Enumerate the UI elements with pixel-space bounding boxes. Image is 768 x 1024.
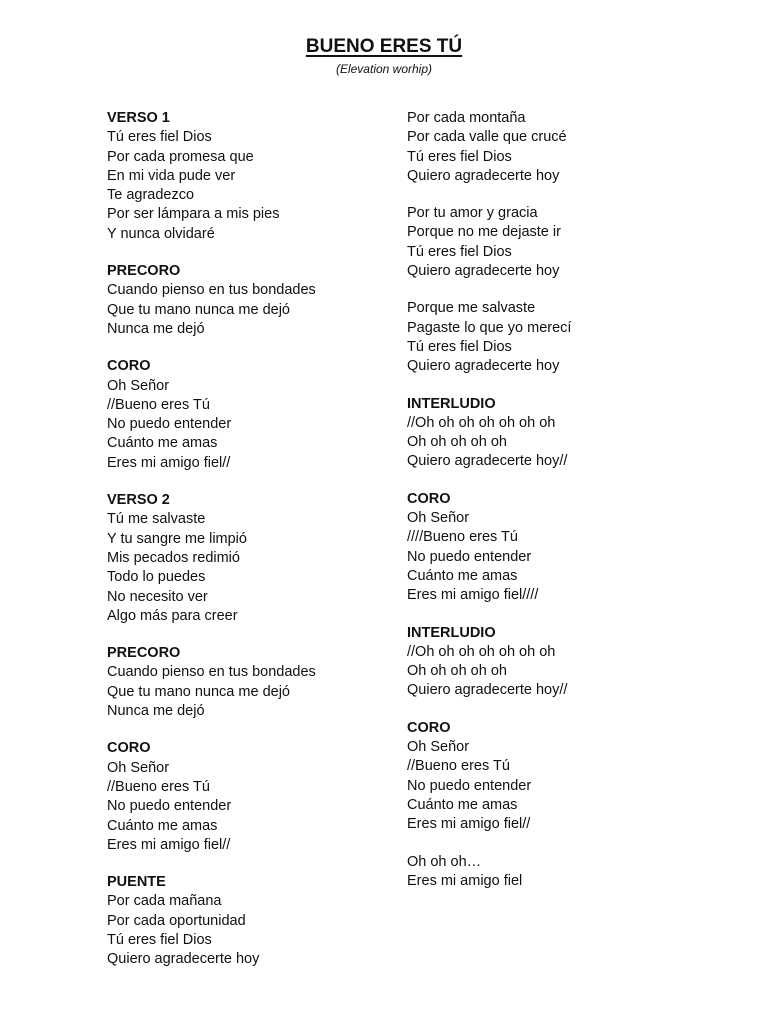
lyric-line: Cuánto me amas <box>407 796 518 813</box>
section-heading: VERSO 1 <box>107 110 170 126</box>
lyric-line: Eres mi amigo fiel// <box>107 836 231 853</box>
lyric-line: Cuánto me amas <box>107 817 218 834</box>
lyric-line: Tú eres fiel Dios <box>407 338 512 355</box>
section-heading: CORO <box>107 740 151 757</box>
lyrics-section <box>107 644 407 721</box>
lyric-line: Nunca me dejó <box>107 703 205 720</box>
lyrics-section <box>107 262 407 339</box>
section-heading: CORO <box>107 358 151 375</box>
lyric-line: Oh Señor <box>407 739 470 756</box>
lyric-line: Quiero agradecerte hoy <box>407 167 560 184</box>
lyric-line: Que tu mano nunca me dejó <box>107 683 290 700</box>
lyrics-section <box>407 299 707 376</box>
section-heading: CORO <box>407 719 451 736</box>
lyric-line: Cuando pienso en tus bondades <box>107 282 316 299</box>
lyric-line: //Oh oh oh oh oh oh oh <box>407 643 556 660</box>
section-heading: INTERLUDIO <box>407 624 496 641</box>
lyric-line: Pagaste lo que yo merecí <box>407 319 572 336</box>
lyric-line: Oh Señor <box>407 510 470 527</box>
lyric-line: Algo más para creer <box>107 607 238 624</box>
lyric-line: Quiero agradecerte hoy <box>107 951 260 968</box>
lyric-line: //Bueno eres Tú <box>407 758 510 775</box>
section-heading: PUENTE <box>107 874 166 891</box>
lyric-line: Oh oh oh oh oh <box>407 663 507 680</box>
lyric-line: Y nunca olvidaré <box>107 225 215 242</box>
lyric-line: Eres mi amigo fiel// <box>407 816 531 833</box>
lyrics-section <box>107 357 407 473</box>
lyric-line: Oh oh oh oh oh <box>407 434 507 451</box>
lyric-line: Porque no me dejaste ir <box>407 224 561 241</box>
lyric-line: Por cada valle que crucé <box>407 129 567 146</box>
lyric-line: Mis pecados redimió <box>107 549 240 566</box>
lyric-line: Cuánto me amas <box>107 435 218 452</box>
lyric-line: Oh oh oh… <box>407 853 482 870</box>
lyric-line: Eres mi amigo fiel//// <box>407 587 539 604</box>
lyric-line: //Oh oh oh oh oh oh oh <box>407 414 556 431</box>
section-heading: PRECORO <box>107 263 181 280</box>
lyric-line: Eres mi amigo fiel <box>407 872 523 889</box>
right-column <box>407 109 707 909</box>
lyric-line: Y tu sangre me limpió <box>107 530 247 547</box>
lyric-line: Por tu amor y gracia <box>407 205 538 222</box>
lyric-line: Oh Señor <box>107 377 170 394</box>
page-title <box>0 36 768 58</box>
lyric-line: Tú eres fiel Dios <box>407 148 512 165</box>
lyric-line: Por ser lámpara a mis pies <box>107 206 280 223</box>
lyric-line: Quiero agradecerte hoy <box>407 263 560 280</box>
lyrics-section <box>407 853 707 892</box>
lyric-line: Cuando pienso en tus bondades <box>107 664 316 681</box>
lyric-line: No puedo entender <box>107 798 232 815</box>
lyric-line: Que tu mano nunca me dejó <box>107 301 290 318</box>
lyric-line: No puedo entender <box>107 416 232 433</box>
lyrics-section <box>407 719 707 835</box>
lyric-line: Oh Señor <box>107 759 170 776</box>
lyrics-section <box>407 109 707 186</box>
section-heading: PRECORO <box>107 645 181 662</box>
lyrics-section <box>107 739 407 855</box>
lyric-line: No necesito ver <box>107 588 208 605</box>
section-heading: CORO <box>407 490 451 507</box>
lyric-line: Quiero agradecerte hoy// <box>407 682 568 699</box>
left-column <box>107 109 407 988</box>
lyrics-section <box>407 490 707 606</box>
lyric-line: Por cada promesa que <box>107 148 254 165</box>
lyric-line: Eres mi amigo fiel// <box>107 454 231 471</box>
lyric-line: Por cada montaña <box>407 110 526 126</box>
lyric-line: ////Bueno eres Tú <box>407 529 518 546</box>
lyric-line: Cuánto me amas <box>407 567 518 584</box>
lyric-line: Te agradezco <box>107 187 195 204</box>
lyric-line: Por cada oportunidad <box>107 912 246 929</box>
lyric-line: Todo lo puedes <box>107 569 206 586</box>
lyric-line: Por cada mañana <box>107 893 222 910</box>
lyric-line: Quiero agradecerte hoy// <box>407 453 568 470</box>
section-heading: VERSO 2 <box>107 492 170 509</box>
lyric-line: Porque me salvaste <box>407 300 536 317</box>
lyric-line: Tú eres fiel Dios <box>107 129 212 146</box>
lyric-line: No puedo entender <box>407 777 532 794</box>
lyric-line: No puedo entender <box>407 548 532 565</box>
lyric-line: //Bueno eres Tú <box>107 396 210 413</box>
lyrics-section <box>107 873 407 969</box>
lyric-line: En mi vida pude ver <box>107 167 236 184</box>
title-text: BUENO ERES TÚ <box>305 36 463 57</box>
lyrics-section <box>407 624 707 701</box>
lyric-line: Tú eres fiel Dios <box>107 931 212 948</box>
lyric-line: //Bueno eres Tú <box>107 778 210 795</box>
page-subtitle: (Elevation worhip) <box>335 62 433 76</box>
lyrics-section <box>107 109 407 244</box>
lyric-line: Tú eres fiel Dios <box>407 243 512 260</box>
section-heading: INTERLUDIO <box>407 395 496 412</box>
lyric-line: Nunca me dejó <box>107 320 205 337</box>
lyric-line: Quiero agradecerte hoy <box>407 358 560 375</box>
lyrics-section <box>407 204 707 281</box>
lyric-line: Tú me salvaste <box>107 511 206 528</box>
lyrics-section <box>107 491 407 626</box>
lyrics-section <box>407 395 707 472</box>
